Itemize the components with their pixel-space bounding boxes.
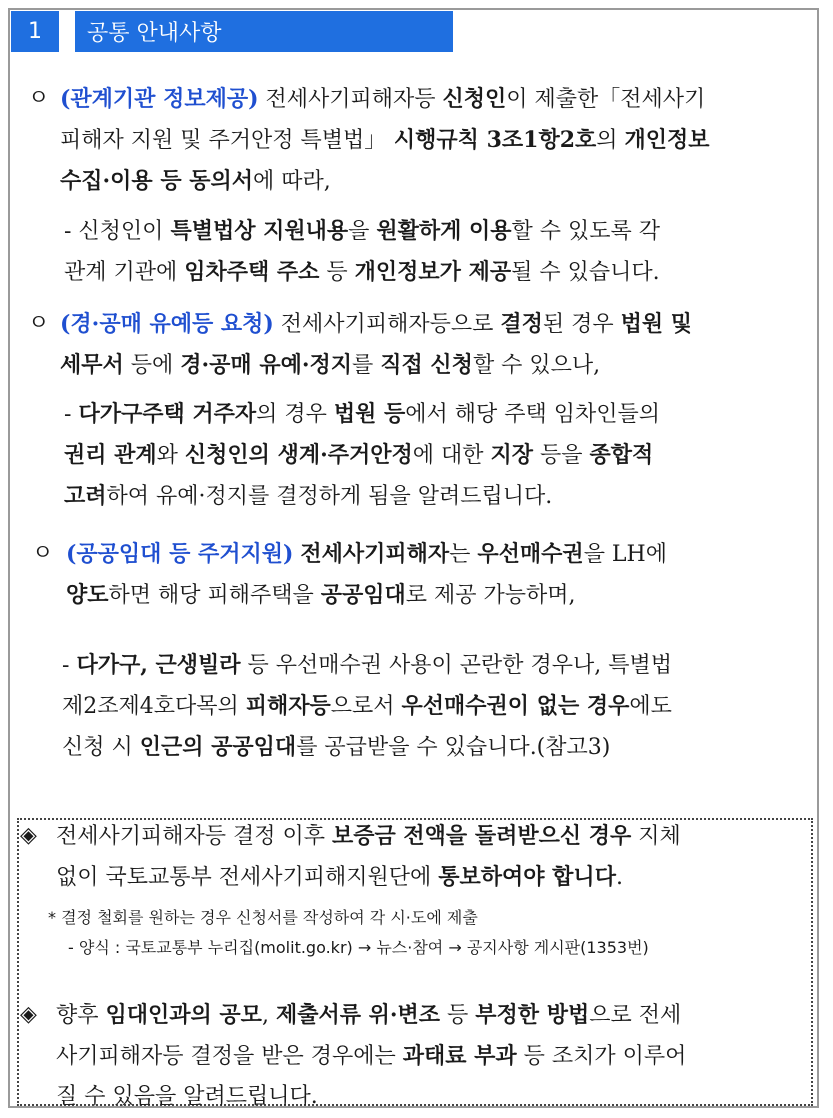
emphasis-text: 신청인의 생계·주거안정 — [184, 442, 413, 468]
notice-1-paragraph-line — [56, 816, 811, 857]
body-text: 전세사기피해자등 — [258, 87, 443, 112]
notice-2-paragraph — [56, 995, 811, 1117]
body-text: 피해자 지원 및 주거안정 특별법」 — [60, 128, 387, 153]
emphasis-text: 전세사기피해자 — [300, 541, 450, 567]
section-2-bullet: ㅇ — [28, 311, 50, 336]
section-3-subparagraph-line — [62, 686, 815, 727]
notice-2-bullet: ◈ — [20, 1002, 37, 1027]
emphasis-text: 수집·이용 등 동의서 — [60, 168, 253, 194]
section-3-paragraph-line — [66, 534, 815, 575]
emphasis-text: 법원 등 — [333, 401, 406, 427]
body-text: 으로서 — [330, 694, 402, 719]
body-text: 등 — [319, 260, 355, 285]
body-text: 관계 기관에 — [64, 260, 185, 285]
section-3-subparagraph — [62, 645, 815, 768]
section-3-subparagraph-line — [62, 727, 815, 768]
section-3-paragraph — [66, 534, 815, 616]
body-text: - — [62, 653, 77, 678]
emphasis-text: 피해자등 — [245, 693, 331, 719]
section-2-subparagraph-line — [64, 394, 815, 435]
emphasis-text: 지장 — [490, 442, 534, 468]
emphasis-text: 경·공매 유예·정지 — [180, 352, 353, 378]
body-text: 의 — [596, 128, 625, 153]
emphasis-text: 다가구, 근생빌라 — [76, 652, 241, 678]
body-text: 신청 시 — [62, 735, 140, 760]
body-text: 하여 유예·정지를 결정하게 됨을 알려드립니다. — [106, 484, 553, 509]
emphasis-text: 신청인 — [442, 86, 507, 112]
notice-1-bullet: ◈ — [20, 823, 37, 848]
item-heading: (경·공매 유예등 요청) — [60, 311, 274, 337]
body-text: - — [64, 402, 79, 427]
notice-1-footnote: * 결정 철회를 원하는 경우 신청서를 작성하여 각 시·도에 제출 — [48, 908, 478, 927]
notice-2-paragraph-line — [56, 1036, 811, 1077]
body-text: 등 — [440, 1003, 476, 1028]
section-1-subparagraph — [64, 211, 815, 293]
body-text: 로 제공 가능하며, — [405, 583, 576, 608]
emphasis-text: 양도 — [66, 582, 109, 608]
section-3-subparagraph-line — [62, 645, 815, 686]
body-text: 등 조치가 이루어 — [516, 1044, 687, 1069]
emphasis-text: 고려 — [64, 483, 107, 509]
section-number-badge: 1 — [11, 11, 59, 52]
emphasis-text: 다가구주택 거주자 — [78, 401, 257, 427]
body-text: 를 공급받을 수 있습니다.(참고3) — [296, 735, 611, 760]
notice-1-paragraph — [56, 816, 811, 898]
body-text: 를 — [352, 353, 381, 378]
body-text: 할 수 있으나, — [472, 353, 601, 378]
body-text: 하면 해당 피해주택을 — [108, 583, 321, 608]
emphasis-text: 결정 — [500, 311, 543, 337]
emphasis-text: 개인정보가 제공 — [354, 259, 512, 285]
emphasis-text: 인근의 공공임대 — [139, 734, 297, 760]
emphasis-text: 우선매수권 — [477, 541, 584, 567]
body-text: 된 경우 — [542, 312, 621, 337]
notice-1-paragraph-line — [56, 857, 811, 898]
section-2-paragraph-line — [60, 304, 815, 345]
notice-2-paragraph-line — [56, 1077, 811, 1117]
body-text: 의 경우 — [256, 402, 334, 427]
emphasis-text: 개인정보 — [624, 127, 710, 153]
body-text: 는 — [449, 542, 478, 567]
body-text: 을 — [348, 219, 377, 244]
section-2-subparagraph — [64, 394, 815, 517]
emphasis-text: 우선매수권이 없는 경우 — [401, 693, 630, 719]
section-1-subparagraph-line — [64, 252, 815, 293]
body-text: 없이 국토교통부 전세사기피해지원단에 — [56, 865, 439, 890]
body-text: 될 수 있습니다. — [511, 260, 660, 285]
notice-2-paragraph-line — [56, 995, 811, 1036]
emphasis-text: 임대인과의 공모 — [105, 1002, 262, 1028]
emphasis-text: 원활하게 이용 — [376, 218, 512, 244]
item-heading: (관계기관 정보제공) — [60, 86, 259, 112]
section-1-subparagraph-line — [64, 211, 815, 252]
body-text: 할 수 있도록 각 — [511, 219, 661, 244]
body-text: 제2조제4호다목의 — [62, 694, 246, 719]
body-text: , — [261, 1003, 276, 1028]
notice-1-form-note: - 양식 : 국토교통부 누리집(molit.go.kr) → 뉴스·참여 → 공지사항 게시판(1353번) — [68, 938, 649, 957]
section-1-paragraph-line — [60, 120, 815, 161]
emphasis-text: 시행규칙 3조1항2호 — [386, 127, 597, 153]
body-text: 에서 해당 주택 임차인들의 — [405, 402, 661, 427]
body-text: 등을 — [533, 443, 590, 468]
section-2-paragraph-line — [60, 345, 815, 386]
body-text: 으로 전세 — [589, 1003, 682, 1028]
section-title: 공통 안내사항 — [75, 11, 453, 52]
body-text: 등에 — [123, 353, 181, 378]
emphasis-text: 부정한 방법 — [475, 1002, 590, 1028]
body-text: 등 우선매수권 사용이 곤란한 경우나, 특별법 — [240, 653, 673, 678]
section-3-bullet: ㅇ — [32, 541, 54, 566]
emphasis-text: 세무서 — [60, 352, 124, 378]
emphasis-text: 보증금 전액을 돌려받으신 경우 — [332, 823, 632, 849]
emphasis-text: 통보하여야 합니다 — [438, 864, 616, 890]
body-text: 지체 — [631, 824, 681, 849]
emphasis-text: 법원 및 — [620, 311, 693, 337]
section-2-paragraph — [60, 304, 815, 386]
body-text: 전세사기피해자등 결정 이후 — [56, 824, 333, 849]
body-text: 질 수 있음을 알려드립니다. — [56, 1084, 318, 1109]
body-text: 와 — [156, 443, 185, 468]
section-1-paragraph — [60, 79, 815, 202]
body-text: 사기피해자등 결정을 받은 경우에는 — [56, 1044, 403, 1069]
emphasis-text: 종합적 — [589, 442, 654, 468]
item-heading: (공공임대 등 주거지원) — [66, 541, 294, 567]
body-text: 에 따라, — [253, 169, 331, 194]
section-2-subparagraph-line — [64, 476, 815, 517]
section-1-paragraph-line — [60, 161, 815, 202]
section-2-subparagraph-line — [64, 435, 815, 476]
emphasis-text: 공공임대 — [320, 582, 406, 608]
emphasis-text: 과태료 부과 — [402, 1043, 517, 1069]
body-text: . — [615, 865, 623, 890]
emphasis-text: 제출서류 위·변조 — [275, 1002, 441, 1028]
body-text: - 신청인이 — [64, 219, 171, 244]
body-text: 이 제출한「전세사기 — [506, 87, 706, 112]
body-text: 향후 — [56, 1003, 106, 1028]
body-text: 을 LH에 — [583, 542, 667, 567]
emphasis-text: 특별법상 지원내용 — [170, 218, 349, 244]
body-text: 에도 — [629, 694, 672, 719]
body-text: 에 대한 — [412, 443, 491, 468]
body-text: 전세사기피해자등으로 — [273, 312, 501, 337]
emphasis-text: 임차주택 주소 — [184, 259, 320, 285]
section-1-paragraph-line — [60, 79, 815, 120]
emphasis-text: 직접 신청 — [380, 352, 473, 378]
section-1-bullet: ㅇ — [28, 86, 50, 111]
emphasis-text: 권리 관계 — [64, 442, 157, 468]
section-3-paragraph-line — [66, 575, 815, 616]
